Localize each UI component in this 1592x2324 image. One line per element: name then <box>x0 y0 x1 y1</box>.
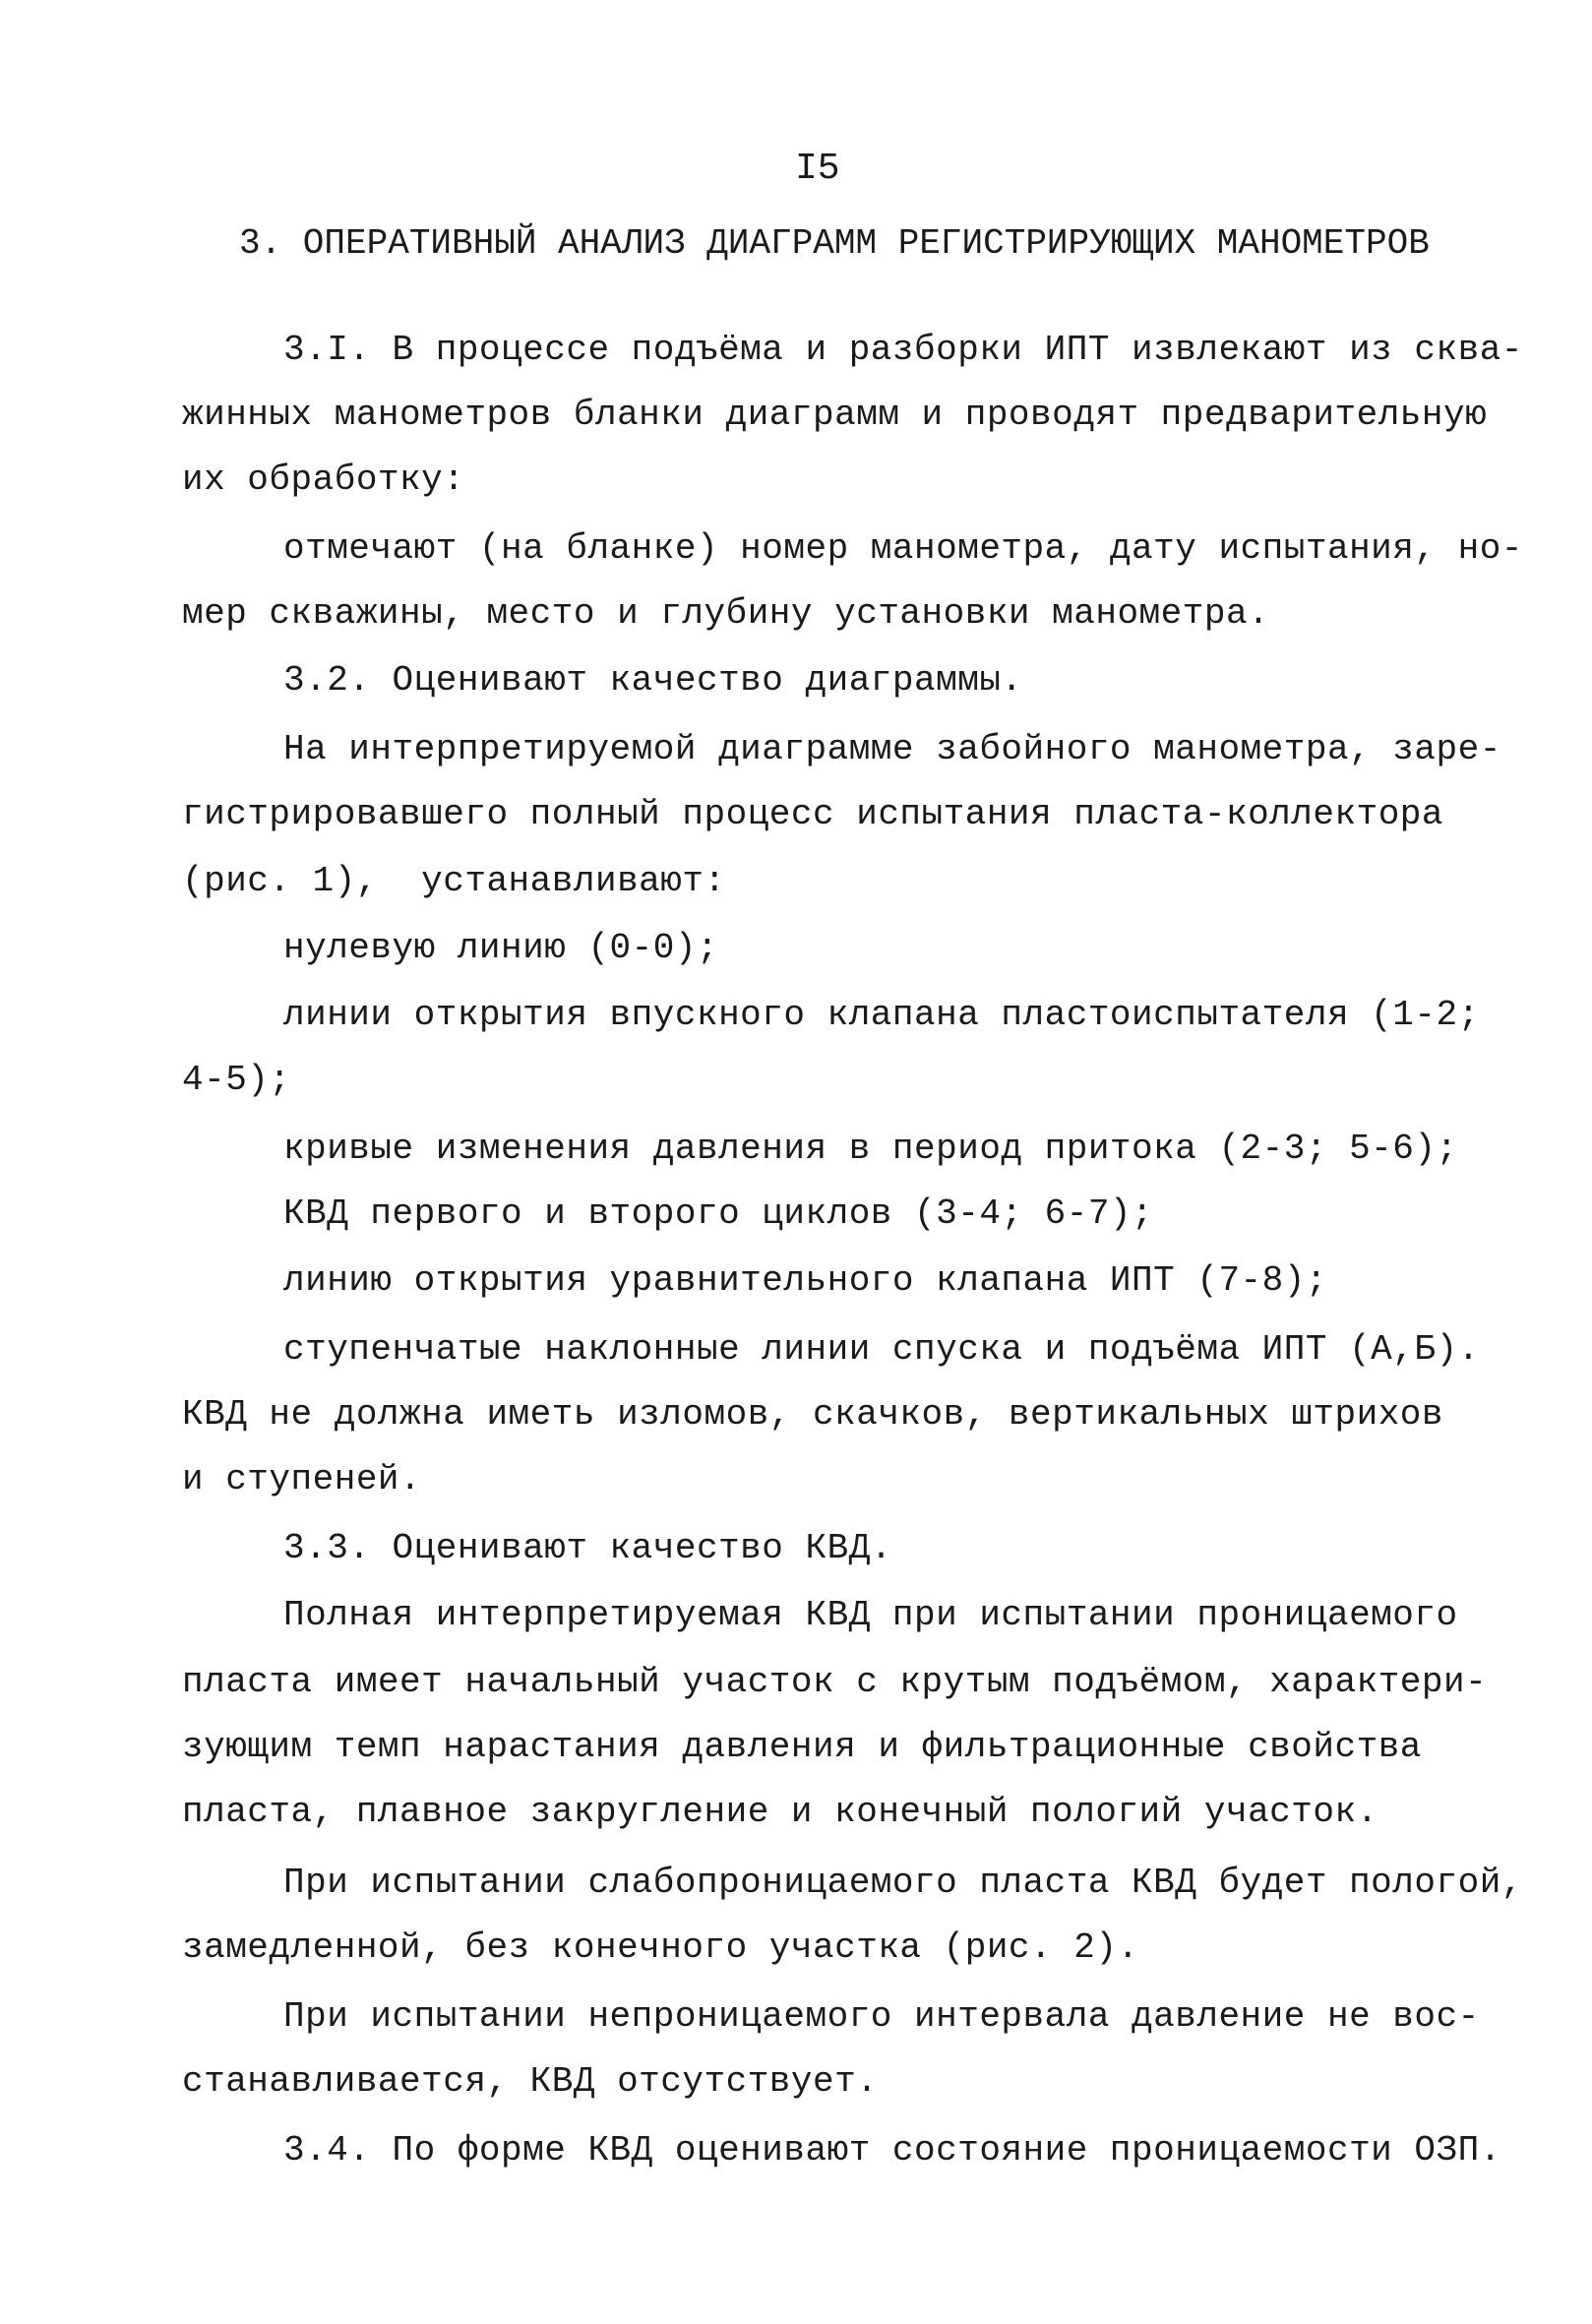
text-line: КВД первого и второго циклов (3-4; 6-7); <box>283 1193 1154 1234</box>
text-line: 3.4. По форме КВД оценивают состояние проницаемости ОЗП. <box>283 2130 1501 2171</box>
text-line: линию открытия уравнительного клапана ИПТ (7-8); <box>283 1260 1327 1301</box>
text-line: отмечают (на бланке) номер манометра, дату испытания, но- <box>283 528 1523 569</box>
text-line: жинных манометров бланки диаграмм и проводят предварительную <box>182 395 1488 435</box>
text-line: При испытании непроницаемого интервала давление не вос- <box>283 1996 1480 2037</box>
text-line: 3.I. В процессе подъёма и разборки ИПТ извлекают из сква- <box>283 330 1523 370</box>
text-line: нулевую линию (0-0); <box>283 928 719 968</box>
text-line: (рис. 1), устанавливают: <box>182 861 726 901</box>
text-line: замедленной, без конечного участка (рис. 2). <box>182 1927 1139 1968</box>
text-line: станавливается, КВД отсутствует. <box>182 2061 879 2102</box>
text-line: мер скважины, место и глубину установки манометра. <box>182 593 1270 634</box>
text-line: При испытании слабопроницаемого пласта КВД будет пологой, <box>283 1863 1523 1903</box>
text-line: КВД не должна иметь изломов, скачков, вертикальных штрихов <box>182 1394 1444 1435</box>
text-line: 3.3. Оценивают качество КВД. <box>283 1528 892 1568</box>
text-line: их обработку: <box>182 459 465 500</box>
text-line: На интерпретируемой диаграмме забойного манометра, заре- <box>283 729 1501 769</box>
text-line: линии открытия впускного клапана пластоиспытателя (1-2; <box>283 995 1480 1035</box>
text-line: 4-5); <box>182 1060 291 1100</box>
text-line: Полная интерпретируемая КВД при испытании проницаемого <box>283 1595 1458 1635</box>
page-number: I5 <box>795 148 840 190</box>
text-line: пласта имеет начальный участок с крутым подъёмом, характери- <box>182 1662 1488 1702</box>
text-line: кривые изменения давления в период притока (2-3; 5-6); <box>283 1129 1458 1169</box>
section-heading: 3. ОПЕРАТИВНЫЙ АНАЛИЗ ДИАГРАММ РЕГИСТРИРУЮЩИХ МАНОМЕТРОВ <box>239 223 1430 264</box>
text-line: 3.2. Оценивают качество диаграммы. <box>283 660 1023 701</box>
text-line: зующим темп нарастания давления и фильтрационные свойства <box>182 1727 1422 1767</box>
text-line: ступенчатые наклонные линии спуска и подъёма ИПТ (А,Б). <box>283 1329 1480 1370</box>
text-line: и ступеней. <box>182 1459 422 1499</box>
text-line: пласта, плавное закругление и конечный пологий участок. <box>182 1792 1378 1832</box>
text-line: гистрировавшего полный процесс испытания пласта-коллектора <box>182 794 1444 834</box>
